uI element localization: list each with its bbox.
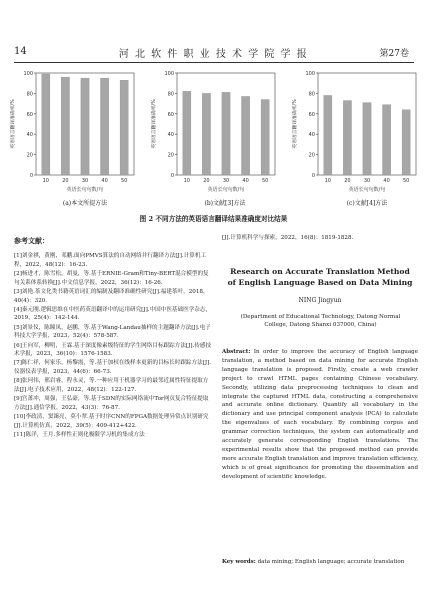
y-tick-label: 100 — [305, 71, 315, 77]
english-title — [220, 266, 420, 288]
reference-item: [10]李政清，窦臻亮，莫小翠.基于时序CNN的FPGA数据处理异常点识别研究[J].计算机仿真，2022，39(5)：409-412+422. — [14, 414, 209, 429]
bar — [120, 80, 128, 175]
chart-c — [284, 65, 424, 205]
x-tick-label: 20 — [62, 178, 69, 184]
y-tick-label: 60 — [308, 111, 315, 118]
x-tick-label: 20 — [344, 178, 351, 184]
references-heading: 参考文献： — [14, 236, 49, 245]
header-rule — [14, 62, 414, 63]
y-tick-label: 20 — [26, 152, 33, 159]
reference-continuation: [J].计算机科学与探索，2022，16(8)：1819-1828. — [222, 235, 354, 241]
reference-item: [5]刘景仪，陈瞳凤，赵鹏，等.基于Wang-Landau抽样的主题翻译方法[J].电子科技大学学报，2023，52(4)：578-587. — [14, 324, 211, 340]
reference-item: [2]杨进才，陈雪松，胡曼，等.基于ERNIE-Gram和Tiny-BERT混合模型的复句关系体系转换[J].中文信息学报，2022，36(12)：16-26. — [14, 270, 209, 286]
abstract-label: Abstract: — [222, 349, 251, 355]
abstract-text: In order to improve the accuracy of English language translation, a method based on data mining for accurate English language translation is proposed. Firstly, create a web crawler project to crawl HTML pages containing Chinese vocabulary. Secondly, utilizing data preprocessing techniques to clean and integrate the captured HTML data, constructing a comprehensive and accurate online dictionary. Quantify all vocabulary in the dictionary and use principal component analysis (PCA) to calculate the eigenvalues of each vocabulary. By combining corpus and grammar correction techniques, the system can automatically and accurately generate corresponding English translations. The experimental results show that the proposed method can provide more accurate English translation and improve translation efficiency, which is of great significance for promoting the dissemination and development of scientific knowledge. — [222, 349, 419, 480]
x-tick-label: 10 — [42, 178, 49, 184]
y-axis-label: 英语语言翻译准确率/% — [293, 99, 298, 149]
bar — [241, 96, 249, 175]
caption-a: (a)本文所提方法 — [62, 200, 108, 207]
y-axis-label: 英语语言翻译准确率/% — [152, 99, 157, 149]
keywords-label: Key words: — [222, 559, 256, 565]
bar — [222, 92, 230, 175]
y-tick-label: 20 — [167, 152, 174, 159]
reference-item: [3]刘艳.茶文化类书籍英语词汇的编制及翻译准确性研究[J].福建茶叶，2018，40(4)：320. — [14, 288, 209, 304]
x-axis-label: 英语长句句数/句 — [66, 187, 104, 193]
english-author: NING Jingyun — [298, 297, 342, 304]
x-axis-label: 英语长句句数/句 — [207, 187, 245, 193]
x-tick-label: 40 — [101, 178, 108, 184]
x-tick-label: 40 — [242, 178, 249, 184]
bar — [202, 93, 210, 175]
x-tick-label: 30 — [222, 178, 230, 184]
x-tick-label: 30 — [81, 178, 89, 184]
y-tick-label: 100 — [23, 71, 33, 77]
keywords-text: data mining; English language; accurate translation — [257, 559, 405, 565]
reference-item: [1]刘金祺，黄刚，邓鹏.面向PMVS算法的自动网络并行翻译方法[J].计算机工程，2022，48(12)：16-23. — [14, 253, 207, 268]
reference-list — [14, 252, 213, 440]
bar — [402, 110, 410, 175]
figure-title: 图 2 不同方法的英语语言翻译结果准确度对比结果 — [139, 215, 288, 223]
y-tick-label: 60 — [26, 111, 33, 118]
reference-item: [11]陈洋，王月.多样性正则化极限学习机的集成方法 — [14, 432, 145, 439]
y-tick-label: 80 — [308, 91, 315, 98]
x-tick-label: 10 — [183, 178, 190, 184]
bar — [183, 91, 191, 175]
y-tick-label: 80 — [26, 91, 33, 98]
y-tick-label: 40 — [26, 132, 33, 139]
affiliation-line2: College, Datong Shanxi 037000, China) — [264, 322, 377, 329]
y-tick-label: 80 — [167, 91, 174, 98]
x-tick-label: 50 — [121, 178, 128, 184]
y-tick-label: 40 — [308, 132, 315, 139]
bar — [382, 105, 390, 175]
y-tick-label: 0 — [29, 173, 33, 179]
reference-item: [8]张珂伟，邢岩睿，程永灵，等.一种应用于机器学习的最邻近属性特征提取方法[J].电子技术应用，2022，48(12)：122-127. — [14, 378, 209, 394]
x-tick-label: 40 — [383, 178, 390, 184]
x-tick-label: 50 — [403, 178, 410, 184]
english-keywords — [222, 558, 418, 567]
bar — [61, 77, 69, 175]
y-tick-label: 40 — [167, 132, 174, 139]
reference-item: [9]宫萧冲，周强，王弘豪，等.基于SDN的实际网络流中Tor网页复合特征提取方法[J].通信学报，2022，43(3)：76-87. — [14, 396, 209, 411]
caption-b: (b)文献[3]方法 — [204, 200, 246, 207]
y-tick-label: 100 — [164, 71, 174, 77]
y-tick-label: 0 — [311, 173, 315, 179]
chart-b — [143, 65, 283, 205]
volume-label: 第27卷 — [379, 49, 409, 59]
bar — [343, 101, 351, 175]
y-axis-label: 英语语言翻译准确率/% — [11, 99, 16, 149]
y-tick-label: 60 — [167, 111, 174, 118]
english-title-line1: Research on Accurate Translation Method — [230, 267, 410, 276]
journal-title: 河 北 软 件 职 业 技 术 学 院 学 报 — [118, 49, 309, 60]
x-tick-label: 30 — [363, 178, 371, 184]
bar — [261, 100, 269, 175]
chart-a — [2, 65, 142, 205]
reference-item: [6]王向军，柳明，王霖.基于深度像素级特征的学生网络目标跟踪方法[J].传感技术学报，2023，36(10)：1576-1583. — [14, 342, 212, 358]
y-tick-label: 20 — [308, 152, 315, 159]
x-tick-label: 50 — [262, 178, 269, 184]
bar — [42, 74, 50, 175]
reference-item: [4]秦元刚.逻辑思维在中医药英语翻译中的运用研究[J].中国中医基础医学杂志，2019，25(4)：142-144. — [14, 306, 212, 322]
x-axis-label: 英语长句句数/句 — [348, 187, 386, 193]
y-tick-label: 0 — [170, 173, 174, 179]
x-tick-label: 20 — [203, 178, 210, 184]
english-abstract — [222, 348, 418, 482]
bar — [100, 78, 108, 175]
bar — [324, 95, 332, 175]
bar — [81, 78, 89, 175]
bar — [363, 103, 371, 175]
x-tick-label: 10 — [324, 178, 331, 184]
affiliation-line1: (Department of Educational Technology, Datong Normal — [240, 314, 401, 320]
english-affiliation — [228, 313, 413, 330]
english-title-line2: of English Language Based on Data Mining — [227, 278, 413, 287]
reference-item: [7]陈仁祥，何家乐，杨黎霞，等.基于加权在线样本更新的目标长时跟踪方法[J].仪器仪表学报，2023，44(6)：66-73. — [14, 360, 212, 376]
caption-c: (c)文献[4]方法 — [346, 200, 388, 207]
page-number: 14 — [14, 46, 27, 57]
